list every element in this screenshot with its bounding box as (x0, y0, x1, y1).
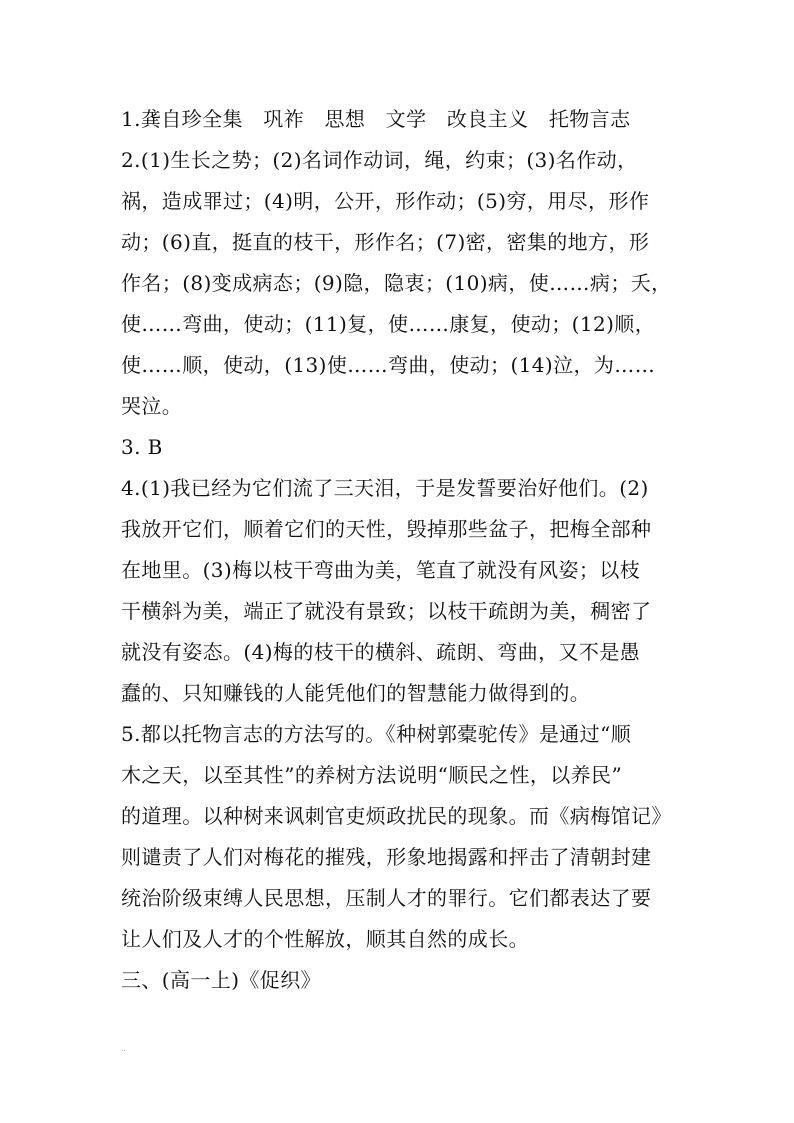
answer-2-line-3: 动；(6)直，挺直的枝干，形作名；(7)密，密集的地方，形 (121, 230, 650, 254)
answer-2-line-4: 作名；(8)变成病态；(9)隐，隐衷；(10)病，使……病；夭， (121, 271, 672, 295)
answer-2-line-2: 祸，造成罪过；(4)明，公开，形作动；(5)穷，用尽，形作 (121, 189, 650, 213)
answer-1-line: 1.龚自珍全集 巩祚 思想 文学 改良主义 托物言志 (121, 107, 631, 131)
answer-text-block (121, 99, 693, 1001)
answer-5-line-5: 统治阶级束缚人民思想，压制人才的罪行。它们都表达了要 (121, 886, 652, 910)
section-heading: 三、(高一上)《促织》 (121, 968, 322, 992)
answer-4-line-3: 在地里。(3)梅以枝干弯曲为美，笔直了就没有风姿；以枝 (121, 558, 641, 582)
answer-2-line-5: 使……弯曲，使动；(11)复，使……康复，使动；(12)顺， (121, 312, 656, 336)
answer-4-line-5: 就没有姿态。(4)梅的枝干的横斜、疏朗、弯曲，又不是愚 (121, 640, 641, 664)
answer-5-line-6: 让人们及人才的个性解放，顺其自然的成长。 (121, 927, 529, 951)
answer-3-line: 3. B (121, 435, 163, 459)
answer-2-line-7: 哭泣。 (121, 394, 183, 418)
answer-5-line-1: 5.都以托物言志的方法写的。《种树郭橐驼传》是通过“顺 (121, 722, 632, 746)
answer-4-line-4: 干横斜为美，端正了就没有景致；以枝干疏朗为美，稠密了 (121, 599, 652, 623)
answer-5-line-4: 则谴责了人们对梅花的摧残，形象地揭露和抨击了清朝封建 (121, 845, 652, 869)
footer-mark: .. (121, 1044, 127, 1053)
answer-4-line-6: 蠢的、只知赚钱的人能凭他们的智慧能力做得到的。 (121, 681, 591, 705)
answer-2-line-6: 使……顺，使动，(13)使……弯曲，使动；(14)泣，为…… (121, 353, 656, 377)
answer-4-line-1: 4.(1)我已经为它们流了三天泪，于是发誓要治好他们。(2) (121, 476, 649, 500)
answer-2-line-1: 2.(1)生长之势；(2)名词作动词，绳，约束；(3)名作动， (121, 148, 638, 172)
answer-5-line-3: 的道理。以种树来讽刺官吏烦政扰民的现象。而《病梅馆记》 (121, 804, 672, 828)
answer-4-line-2: 我放开它们，顺着它们的天性，毁掉那些盆子，把梅全部种 (121, 517, 652, 541)
answer-5-line-2: 木之天，以至其性”的养树方法说明“顺民之性，以养民” (121, 763, 623, 787)
